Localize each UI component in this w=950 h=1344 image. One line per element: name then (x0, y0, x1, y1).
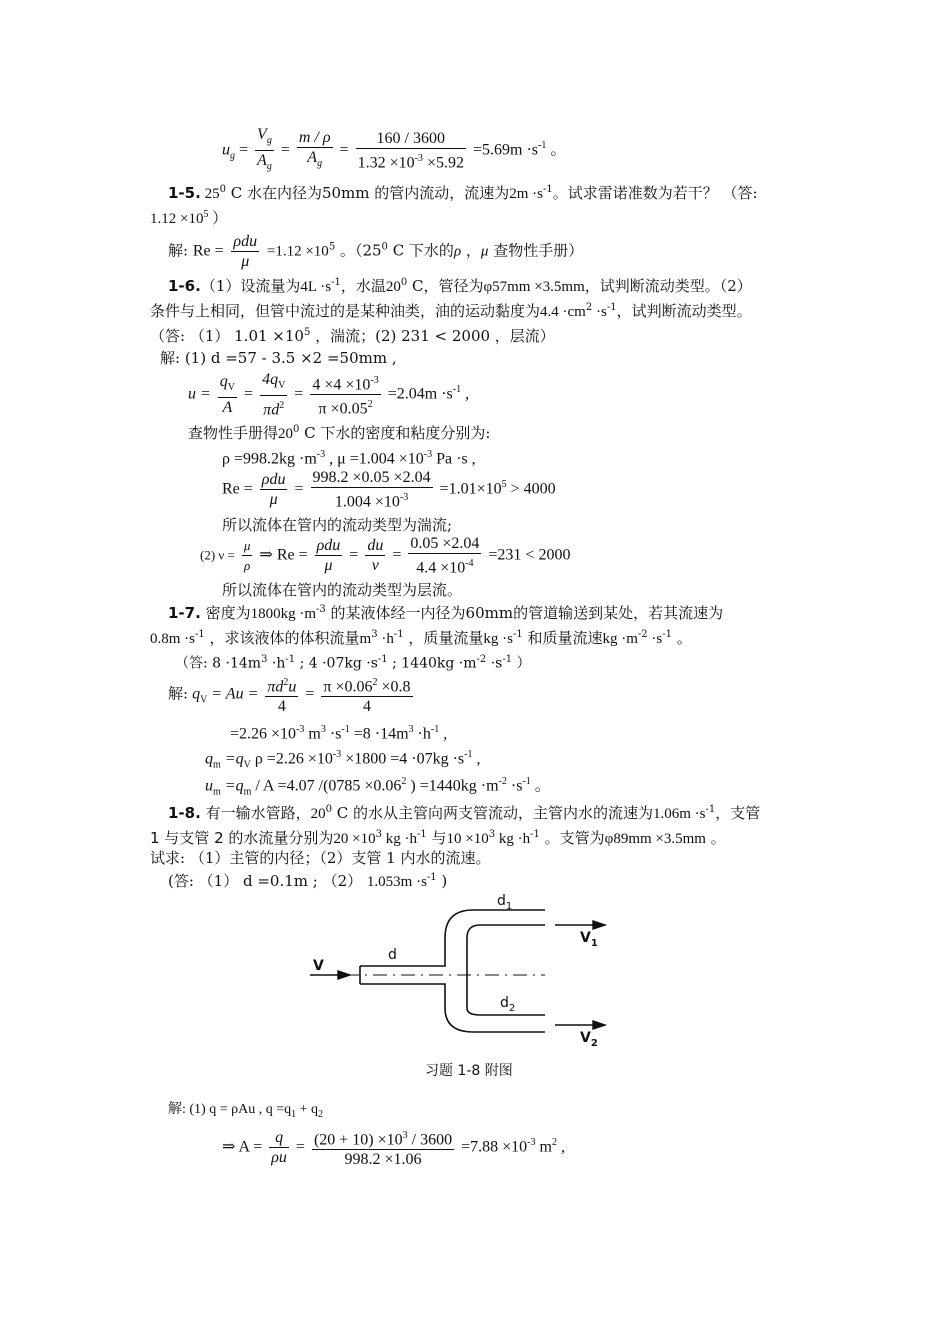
problem-1-6-answer: （答: （1） $1.01 \times 10^5$ ，湍流；(2) 231 < 2000 ，层流） (150, 327, 555, 345)
problem-1-7-line2: $0.8m \cdot s^{-1}$ ，求该液体的体积流量$m^3 \cdot h^{-1}$ ，质量流量kg $\cdot s^{-1}$ 和质量流速kg $\cdot m^{-2} \cdot s^{-1}$ 。 (150, 629, 692, 647)
problem-1-8-sol-area: ⇒ A = $\frac{q}{\rho u}$ = $\frac{(20 + 10) \times 10^3 / 3600}{998.2 \times 1.06}$ $=7.88 \times 10^{-3}$ $m^2$ , (222, 1126, 565, 1169)
label-d: d (388, 947, 397, 963)
problem-1-6-sol-properties: $\rho =998.2kg \cdot m^{-3}$ , $\mu =1.004 \times 10^{-3}$ Pa ·s , (222, 449, 476, 468)
problem-1-7-sol-um: $u_m =q_m / A =4.07$ $/(0785 \times 0.06^2$ ) $=1440kg \cdot m^{-2} \cdot s^{-1}$ 。 (205, 776, 551, 798)
problem-1-6-sol-1: 解: (1) d =57 - 3.5 ×2 =50mm , (160, 349, 397, 367)
label-d2: $d_2$ (500, 995, 516, 1014)
problem-1-7-sol-qm: $q_m =q_V$ $\rho =2.26 \times 10^{-3} \times 1800 =4 \cdot 07kg \cdot s^{-1}$ , (205, 749, 481, 771)
pipe-diagram (305, 890, 625, 1050)
problem-1-7-line1: 1-7. 密度为$1800kg \cdot m^{-3}$ 的某液体经一内径为60mm的管道输送到某处，若其流速为 (168, 604, 724, 622)
label-v: V (313, 958, 324, 974)
problem-1-6-sol-oil: (2) ν = $\frac{\mu}{\rho}$ ⇒ Re = $\frac{\text{ρdu}}{\mu}$ = $\frac{du}{\nu}$ = $\frac{0.05 \times 2.04}{4.4 \times 10^{-4}}$ =231 < 2000 (200, 535, 571, 577)
problem-1-7-sol-qv-value: $=2.26 \times 10^{-3}$ $m^3 \cdot s^{-1} =8 \cdot 14m^3 \cdot h^{-1}$ , (230, 724, 448, 743)
problem-1-6-sol-turbulent: 所以流体在管内的流动类型为湍流; (222, 516, 453, 534)
problem-1-5-line1: 1-5. $25^0$ C 水在内径为50mm 的管内流动，流速为$2m \cdot s^{-1}$。试求雷诺准数为若干？ （答: (168, 184, 758, 202)
problem-1-8-answer: (答: （1） d =0.1m ; （2） $1.053m \cdot s^{-1}$ ) (168, 872, 448, 890)
problem-1-8-line2: 1 与支管 2 的水流量分别为$20 \times 10^3$ kg $\cdot h^{-1}$ 与$10 \times 10^3$ kg $\cdot h^{-1}$ 。支管为φ89mm ×3.5mm 。 (150, 829, 726, 847)
problem-1-8-line1: 1-8. 有一输水管路，$20^0$ C 的水从主管向两支管流动，主管内水的流速为$1.06m \cdot s^{-1}$，支管 (168, 804, 761, 822)
problem-1-7-answer: （答: $8 \cdot 14m^3 \cdot h^{-1}$ ; $4 \cdot 07kg \cdot s^{-1}$ ; $1440kg \cdot m^{-2} \cdot s^{-1}$ ） (175, 654, 531, 672)
problem-1-5-answer: $1.12 \times 10^5$ ） (150, 209, 228, 227)
label-v1: $V_1$ (580, 930, 598, 949)
problem-1-8-sol-1: 解: (1) q = ρAu , $q =q_1 + q_2$ (168, 1102, 324, 1120)
problem-1-6-sol-re: Re = $\frac{\text{ρdu}}{\mu}$ = $\frac{998.2 \times 0.05 \times 2.04}{1.004 \times 10^{-3}}$ $=1.01\times 10^5 > 4000$ (222, 469, 556, 511)
label-d1: $d_1$ (497, 893, 513, 912)
problem-1-6-line2: 条件与上相同，但管中流过的是某种油类，油的运动黏度为$4.4 \cdot cm^2 \cdot s^{-1}$，试判断流动类型。 (150, 302, 752, 320)
problem-1-6-sol-velocity: u = $\frac{q_V}{A}$ = $\frac{4q_V}{\pi d^2}$ = $\frac{4 \times 4 \times 10^{-3}}{\pi \times 0.05^2}$ $=2.04m \cdot s^{-1}$ , (188, 371, 470, 419)
problem-1-8-line3: 试求: （1）主管的内径；（2）支管 1 内水的流速。 (150, 849, 491, 867)
problem-1-6-sol-laminar: 所以流体在管内的流动类型为层流。 (222, 581, 463, 599)
figure-caption: 习题 1-8 附图 (425, 1063, 513, 1079)
problem-1-6-line1: 1-6.（1）设流量为$4L \cdot s^{-1}$，水温$20^0$ C，管径为φ57mm ×3.5mm，试判断流动类型。（2） (168, 277, 752, 295)
equation-ug: $u_g$ = $\frac{V_g}{A_g}$ = $\frac{m / \rho}{A_g}$ = $\frac{160 / 3600}{1.32 \times 10^{-3} \times 5.92}$ $=5.69m \cdot s^{-1}$ 。 (222, 126, 567, 173)
problem-1-5-solution: 解: Re = $\frac{\text{ρdu}}{\mu}$ $=1.12 \times 10^5$ 。（$25^0$ C 下水的ρ ，μ 查物性手册） (168, 233, 584, 270)
problem-1-6-sol-lookup: 查物性手册得$20^0$ C 下水的密度和粘度分别为: (188, 424, 491, 442)
problem-1-7-sol-qv: 解: $q_V = Au$ = $\frac{\pi d^2u}{4}$ = $\frac{\pi \times 0.06^2 \times 0.8}{4}$ (168, 673, 416, 716)
label-v2: $V_2$ (580, 1030, 598, 1049)
